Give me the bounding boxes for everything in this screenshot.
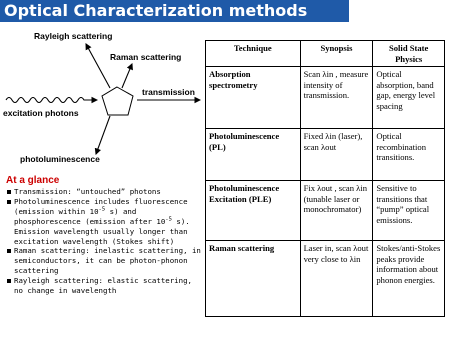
techniques-table xyxy=(205,40,445,317)
glance-item-transmission: Transmission: “untouched” photons xyxy=(6,187,204,197)
raman-label: Raman scattering xyxy=(110,52,182,62)
pl-text-b: s) and phosphorescence (emission after 10 xyxy=(14,206,166,226)
photoluminescence-arrow xyxy=(96,116,110,154)
sample-icon xyxy=(102,87,133,115)
glance-heading: At a glance xyxy=(6,175,60,186)
technique-cell: Absorption spectrometry xyxy=(206,67,301,129)
glance-item-photoluminescence xyxy=(6,197,204,247)
physics-cell: Stokes/anti-Stokes peaks provide information about phonon energies. xyxy=(373,241,445,317)
synopsis-cell: Laser in, scan λout very close to λin xyxy=(300,241,373,317)
at-a-glance-section xyxy=(6,175,204,296)
table-header-row xyxy=(206,41,445,67)
table-row xyxy=(206,241,445,317)
technique-cell: Photoluminescence Excitation (PLE) xyxy=(206,181,301,241)
rayleigh-label: Rayleigh scattering xyxy=(34,31,113,41)
header-synopsis: Synopsis xyxy=(300,41,373,67)
optical-process-diagram xyxy=(0,24,205,174)
technique-cell: Raman scattering xyxy=(206,241,301,317)
physics-cell: Sensitive to transitions that “pump” optical emissions. xyxy=(373,181,445,241)
physics-cell: Optical absorption, band gap, energy level spacing xyxy=(373,67,445,129)
glance-item-raman: Raman scattering: inelastic scattering, in semiconductors, it can be photon-phonon scattering xyxy=(6,246,204,276)
pl-exponent-2: -5 xyxy=(165,216,172,223)
pl-exponent-1: -5 xyxy=(98,206,106,213)
header-technique: Technique xyxy=(206,41,301,67)
photoluminescence-label: photoluminescence xyxy=(20,154,100,164)
excitation-wave xyxy=(6,98,97,103)
table-row xyxy=(206,129,445,181)
diagram-graphic xyxy=(0,24,205,174)
raman-arrow xyxy=(122,64,132,88)
rayleigh-arrow xyxy=(86,44,110,88)
synopsis-cell: Scan λin , measure intensity of transmission. xyxy=(300,67,373,129)
glance-item-rayleigh: Rayleigh scattering: elastic scattering, no change in wavelength xyxy=(6,276,204,296)
pl-text-a: Photoluminescence includes fluorescence (emission within 10 xyxy=(14,196,188,216)
technique-cell: Photoluminescence (PL) xyxy=(206,129,301,181)
page-title: Optical Characterization methods xyxy=(0,0,349,22)
transmission-label: transmission xyxy=(142,87,195,97)
excitation-label: excitation photons xyxy=(3,108,79,118)
glance-list xyxy=(6,187,204,296)
table-row xyxy=(206,181,445,241)
header-physics: Solid State Physics xyxy=(373,41,445,67)
pl-text-c: s). Emission wavelength usually longer than excitation wavelength (Stokes shift) xyxy=(14,216,190,246)
synopsis-cell: Fixed λin (laser), scan λout xyxy=(300,129,373,181)
table-row xyxy=(206,67,445,129)
physics-cell: Optical recombination transitions. xyxy=(373,129,445,181)
synopsis-cell: Fix λout , scan λin (tunable laser or monochromator) xyxy=(300,181,373,241)
